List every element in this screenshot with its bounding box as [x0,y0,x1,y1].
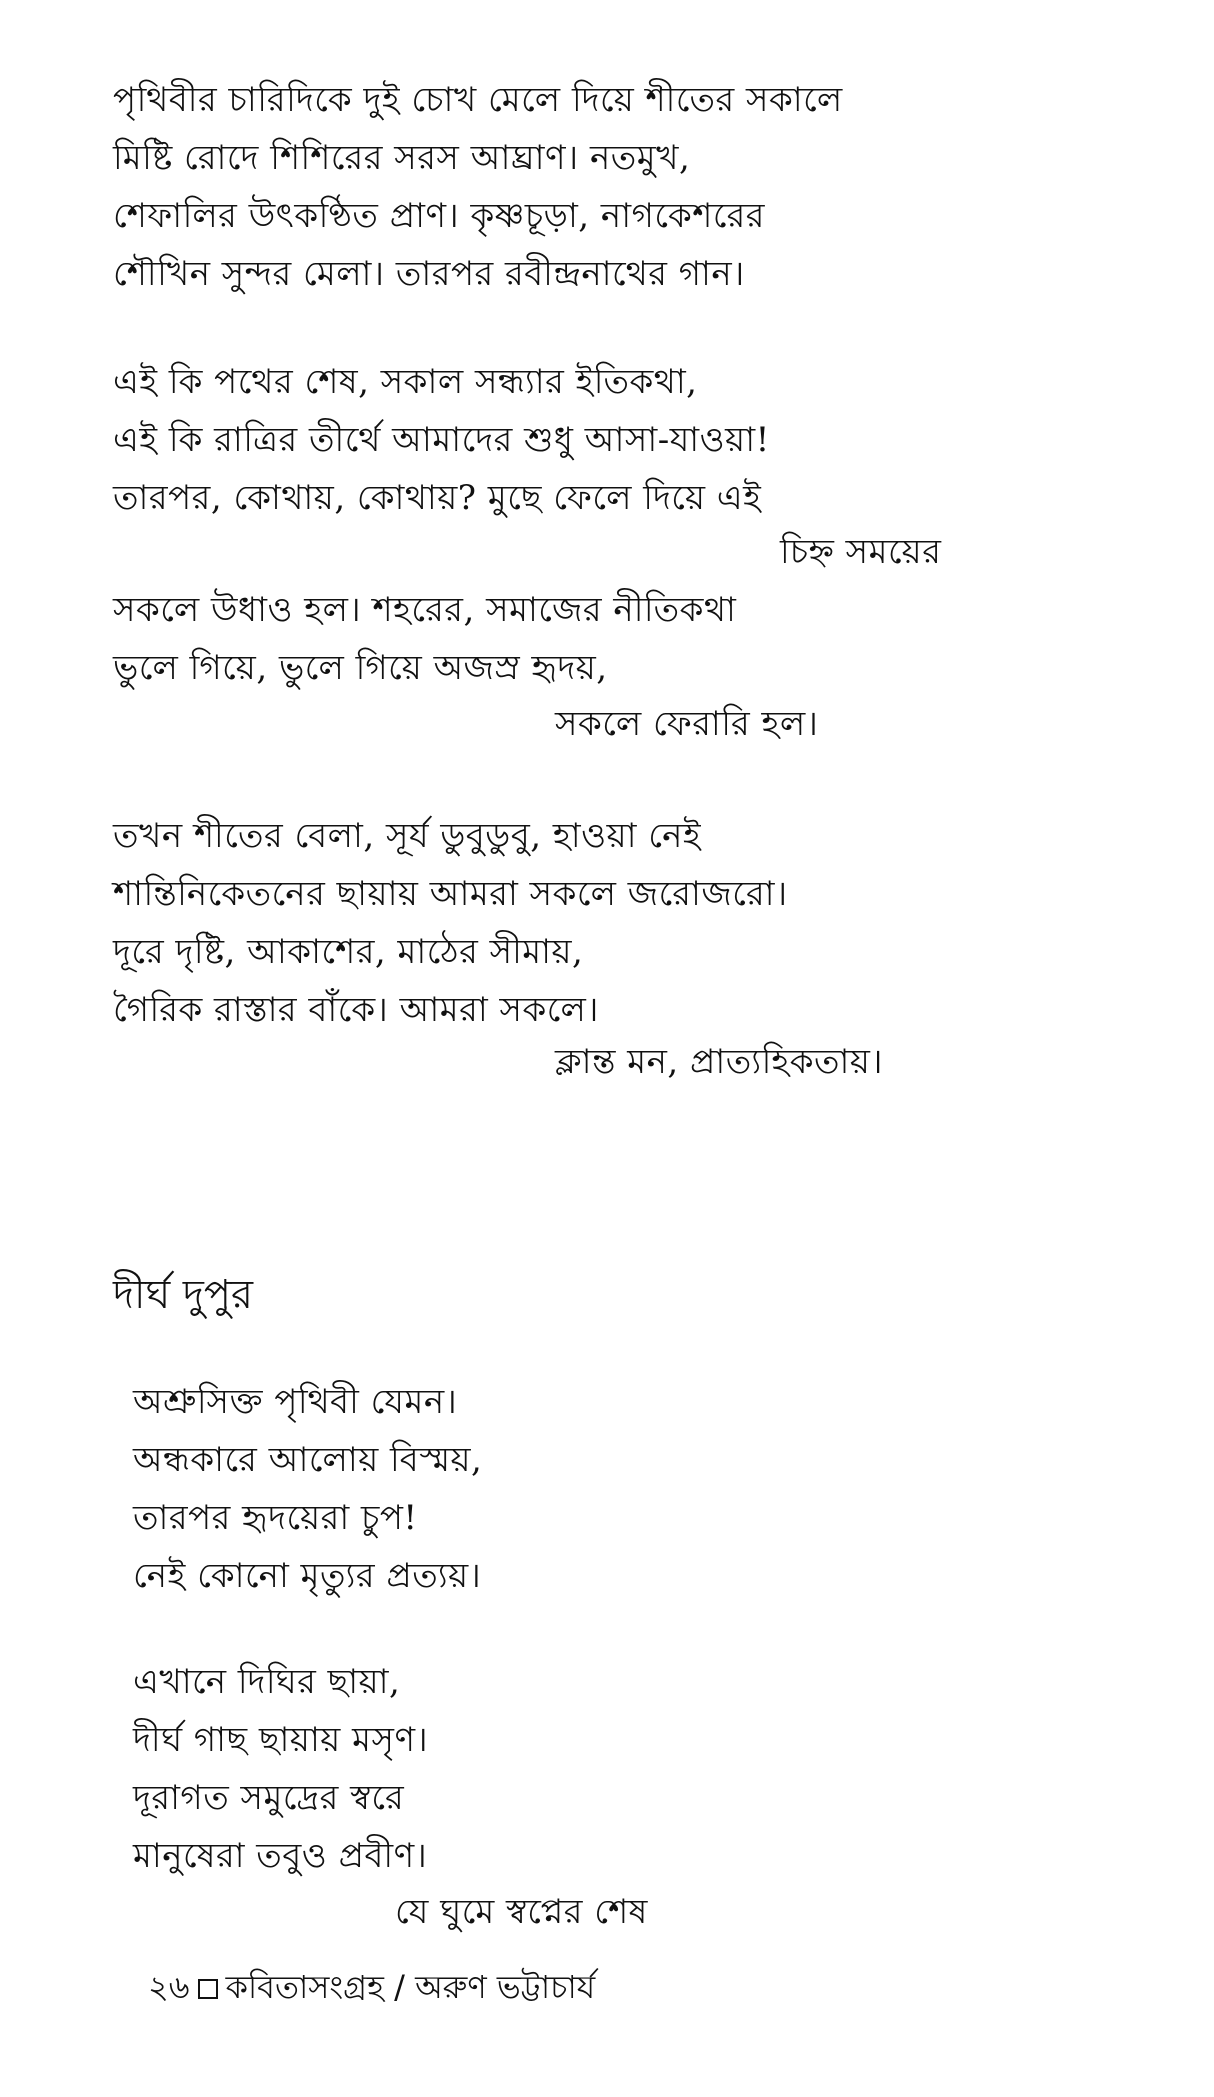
poem-line: এখানে দিঘির ছায়া, [133,1662,401,1702]
poem-line: এই কি পথের শেষ, সকাল সন্ধ্যার ইতিকথা, [113,362,698,402]
poem-line: দূরে দৃষ্টি, আকাশের, মাঠের সীমায়, [113,932,584,972]
poem-line: এই কি রাত্রির তীর্থে আমাদের শুধু আসা-যাওয়া! [113,420,770,460]
poem-line: গৈরিক রাস্তার বাঁকে। আমরা সকলে। [113,990,599,1030]
poem-title: দীর্ঘ দুপুর [113,1272,254,1318]
poem-line: মিষ্টি রোদে শিশিরের সরস আঘ্রাণ। নতমুখ, [113,138,691,178]
poem-line: সকলে উধাও হল। শহরের, সমাজের নীতিকথা [113,590,737,630]
poem-line: তখন শীতের বেলা, সূর্য ডুবুডুবু, হাওয়া নেই [113,816,702,856]
poem-line: মানুষেরা তবুও প্রবীণ। [133,1836,428,1876]
poem-line-indented: যে ঘুমে স্বপ্নের শেষ [395,1892,648,1932]
poem-line: দীর্ঘ গাছ ছায়ায় মসৃণ। [133,1720,429,1760]
poem-line: নেই কোনো মৃত্যুর প্রত্যয়। [133,1556,482,1596]
poem-line: ভুলে গিয়ে, ভুলে গিয়ে অজস্র হৃদয়, [113,648,608,688]
poem-line: শৌখিন সুন্দর মেলা। তারপর রবীন্দ্রনাথের গান। [113,254,745,294]
poem-line: অশ্রুসিক্ত পৃথিবী যেমন। [133,1382,458,1422]
square-separator-icon [198,1979,218,1999]
poem-line: তারপর হৃদয়েরা চুপ! [133,1498,418,1538]
poem-line: পৃথিবীর চারিদিকে দুই চোখ মেলে দিয়ে শীতের সকালে [113,80,843,120]
poem-line: দূরাগত সমুদ্রের স্বরে [133,1778,405,1818]
poem-line: শেফালির উৎকণ্ঠিত প্রাণ। কৃষ্ণচূড়া, নাগকেশরের [113,196,765,236]
poem-line: অন্ধকারে আলোয় বিস্ময়, [133,1440,483,1480]
page-footer [148,1966,595,2008]
page-number: ২৬ [148,1968,190,2006]
book-credit: কবিতাসংগ্রহ / অরুণ ভট্টাচার্য [225,1968,596,2006]
poem-line: শান্তিনিকেতনের ছায়ায় আমরা সকলে জরোজরো। [113,874,788,914]
poem-line: তারপর, কোথায়, কোথায়? মুছে ফেলে দিয়ে এই [113,478,762,518]
poem-line-indented: চিহ্ন সময়ের [780,532,942,572]
poem-line-indented: সকলে ফেরারি হল। [555,704,819,744]
poem-line-indented: ক্লান্ত মন, প্রাত্যহিকতায়। [555,1042,884,1082]
